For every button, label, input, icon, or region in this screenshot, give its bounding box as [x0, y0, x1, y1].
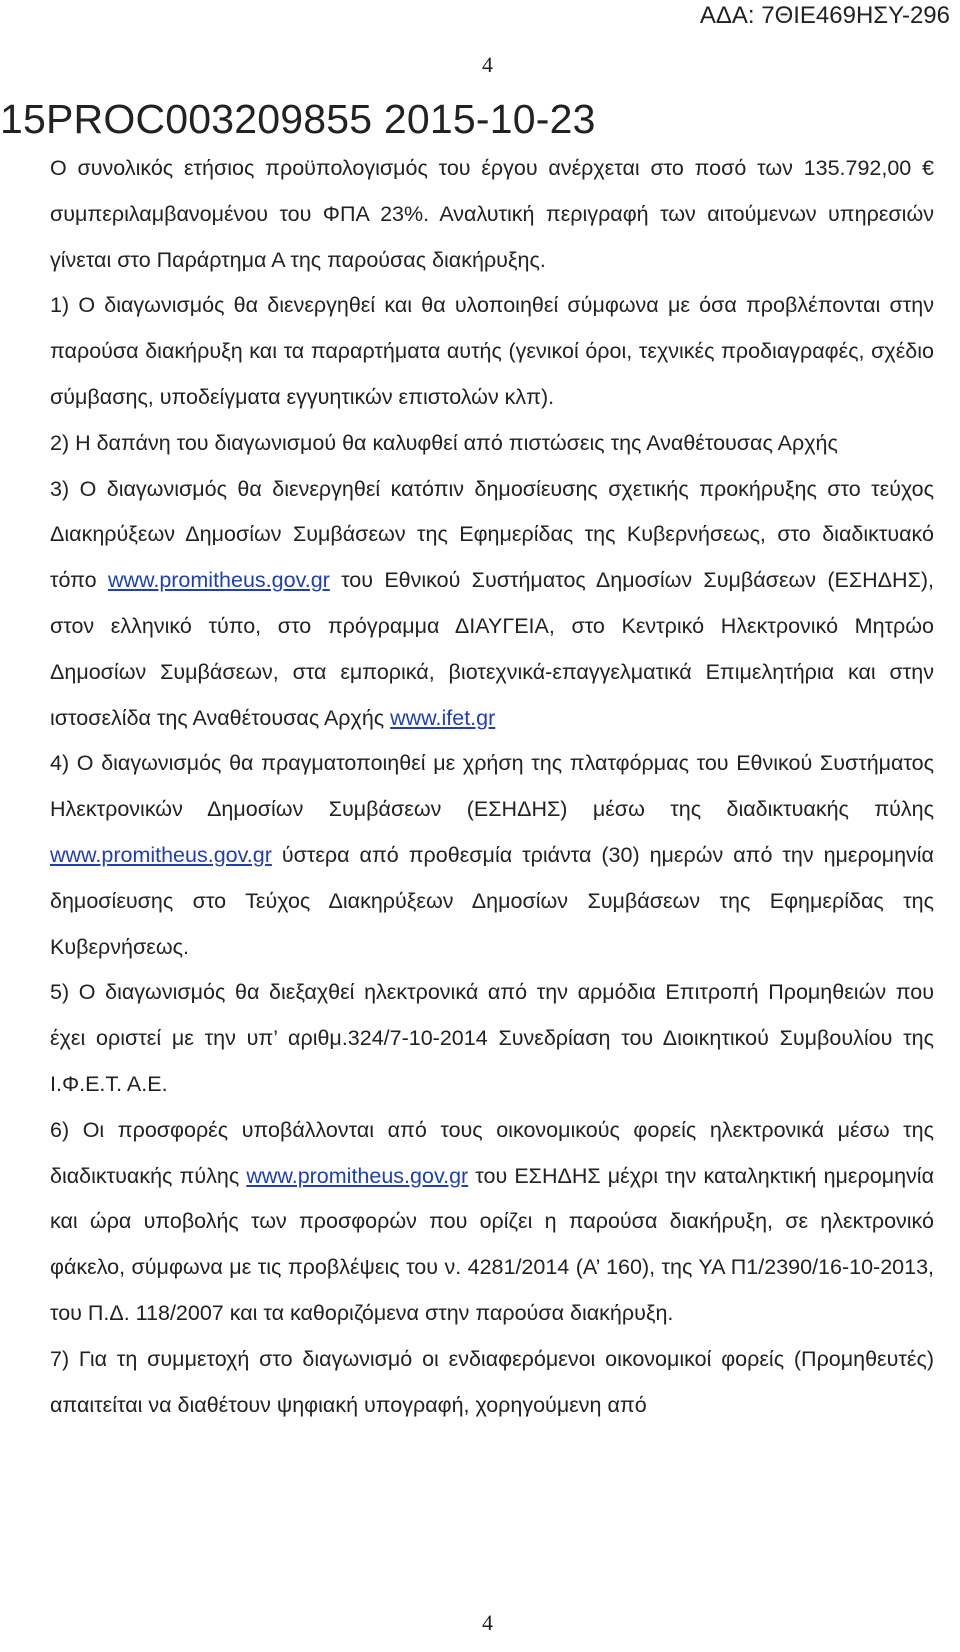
item-3-text-1: 3) Ο διαγωνισμός θα διενεργηθεί κατόπιν δημοσίευσης σχετικής προκήρυξης στο τεύχος Διακηρύξεων Δημοσίων Συμβάσεων της Εφημερίδας της Κυβερνήσεως, στο διαδικτυακό τόπο	[50, 476, 934, 593]
promitheus-link[interactable]: www.promitheus.gov.gr	[107, 568, 330, 593]
item-6-text-2: του ΕΣΗΔΗΣ μέχρι την καταληκτική ημερομηνία και ώρα υποβολής των προσφορών που ορίζει η παρούσα διακήρυξη, σε ηλεκτρονικό φάκελο, σύμφωνα με τις προβλέψεις του ν. 4281/2014 (Α’ 160), της ΥΑ Π1/2390/16-10-2013, του Π.Δ. 118/2007 και τα καθοριζόμενα στην παρούσα διακήρυξη.	[50, 1163, 934, 1325]
paragraph-item-6	[50, 1108, 934, 1337]
item-3-text-2: του Εθνικού Συστήματος Δημοσίων Συμβάσεων (ΕΣΗΔΗΣ), στον ελληνικό τύπο, στο πρόγραμμα ΔΙΑΥΓΕΙΑ, στο Κεντρικό Ηλεκτρονικό Μητρώο Δημοσίων Συμβάσεων, στα εμπορικά, βιοτεχνικά-επαγγελματικά Επιμελητήρια και στην ιστοσελίδα της Αναθέτουσας Αρχής	[50, 568, 934, 730]
paragraph-item-4	[50, 741, 934, 970]
proc-id: 15PROC003209855 2015-10-23	[0, 96, 596, 142]
promitheus-link[interactable]: www.promitheus.gov.gr	[50, 842, 272, 867]
paragraph-item-5: 5) Ο διαγωνισμός θα διεξαχθεί ηλεκτρονικά από την αρμόδια Επιτροπή Προμηθειών που έχει οριστεί με την υπ’ αριθμ.324/7-10-2014 Συνεδρίαση του Διοικητικού Συμβουλίου της Ι.Φ.Ε.Τ. Α.Ε.	[50, 980, 934, 1096]
promitheus-link[interactable]: www.promitheus.gov.gr	[246, 1163, 469, 1188]
paragraph-item-7: 7) Για τη συμμετοχή στο διαγωνισμό οι ενδιαφερόμενοι οικονομικοί φορείς (Προμηθευτές) απαιτείται να διαθέτουν ψηφιακή υπογραφή, χορηγούμενη από	[50, 1346, 934, 1417]
paragraph-item-2: 2) Η δαπάνη του διαγωνισμού θα καλυφθεί από πιστώσεις της Αναθέτουσας Αρχής	[50, 430, 838, 455]
page-number-bottom: 4	[482, 1610, 493, 1635]
document-body	[50, 146, 934, 1428]
item-4-text-1: 4) Ο διαγωνισμός θα πραγματοποιηθεί με χρήση της πλατφόρμας του Εθνικού Συστήματος Ηλεκτρονικών Δημοσίων Συμβάσεων (ΕΣΗΔΗΣ) μέσω της διαδικτυακής πύλης	[50, 751, 934, 822]
ifet-link[interactable]: www.ifet.gr	[390, 705, 496, 730]
paragraph-intro: Ο συνολικός ετήσιος προϋπολογισμός του έργου ανέρχεται στο ποσό των 135.792,00 € συμπεριλαμβανομένου του ΦΠΑ 23%. Αναλυτική περιγραφή των αιτούμενων υπηρεσιών γίνεται στο Παράρτημα Α της παρούσας διακήρυξης.	[50, 156, 934, 272]
page-number-top: 4	[482, 52, 493, 77]
paragraph-item-1: 1) Ο διαγωνισμός θα διενεργηθεί και θα υλοποιηθεί σύμφωνα με όσα προβλέπονται στην παρούσα διακήρυξη και τα παραρτήματα αυτής (γενικοί όροι, τεχνικές προδιαγραφές, σχέδιο σύμβασης, υποδείγματα εγγυητικών επιστολών κλπ).	[50, 293, 934, 409]
ada-code: ΑΔΑ: 7ΘΙΕ469ΗΣΥ-296	[699, 2, 950, 29]
item-6-text-1: 6) Οι προσφορές υποβάλλονται από τους οικονομικούς φορείς ηλεκτρονικά μέσω της διαδικτυακής πύλης	[50, 1117, 934, 1188]
item-4-text-2: ύστερα από προθεσμία τριάντα (30) ημερών από την ημερομηνία δημοσίευσης στο Τεύχος Διακηρύξεων Δημοσίων Συμβάσεων της Εφημερίδας της Κυβερνήσεως.	[50, 842, 934, 959]
paragraph-item-3	[50, 467, 934, 742]
